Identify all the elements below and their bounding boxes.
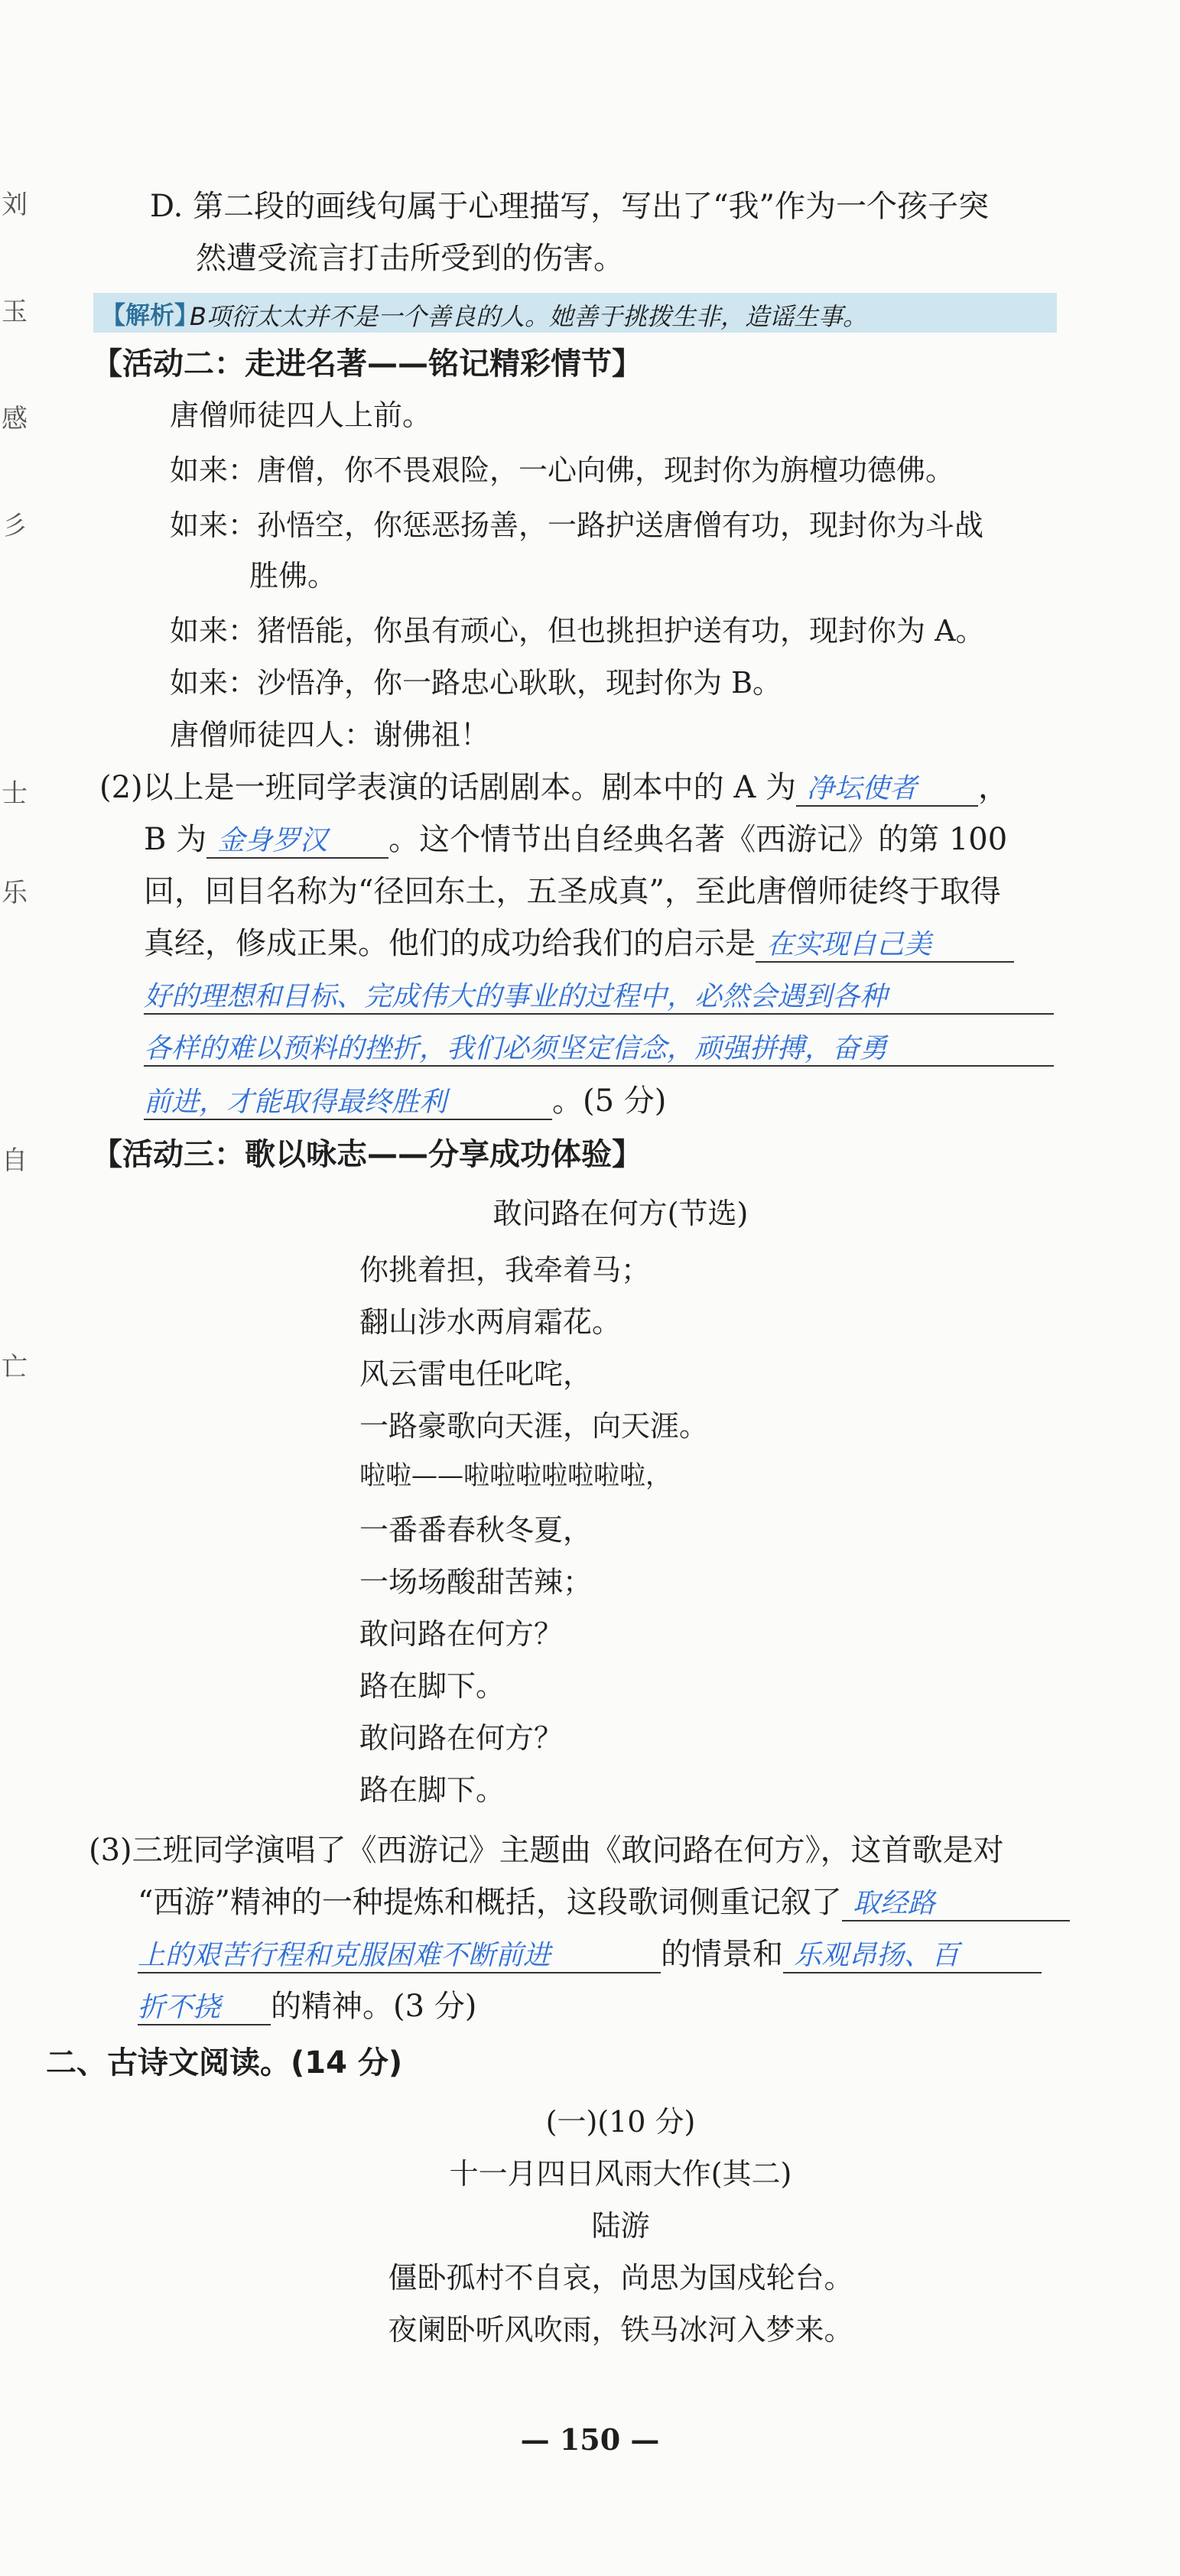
script-line: 唐僧师徒四人：谢佛祖！ xyxy=(170,718,490,752)
q3-line2: “西游”精神的一种提炼和概括，这段歌词侧重记叙了 取经路 xyxy=(138,1876,1070,1928)
poem-line: 夜阑卧听风吹雨，铁马冰河入梦来。 xyxy=(388,2313,853,2347)
margin-char: 感 xyxy=(2,404,28,434)
answer-3b: 乐观昂扬、百 xyxy=(783,1939,1042,1973)
page-number: — 150 — xyxy=(520,2422,660,2457)
script-line: 如来：猪悟能，你虽有顽心，但也挑担护送有功，现封你为 A。 xyxy=(170,614,985,648)
margin-char: 彡 xyxy=(2,511,28,541)
song-title: 敢问路在何方(节选) xyxy=(492,1197,749,1230)
answer-a: 净坛使者 xyxy=(796,772,978,807)
q2-line8: 前进，才能取得最终胜利 。(5 分) xyxy=(144,1075,666,1127)
poem-line: 僵卧孤村不自哀，尚思为国戍轮台。 xyxy=(388,2261,853,2295)
lyric-line: 一路豪歌向天涯，向天涯。 xyxy=(359,1409,709,1443)
q2-line2: B 为 金身罗汉 。这个情节出自经典名著《西游记》的第 100 xyxy=(144,814,1007,866)
answer-c: 在实现自己美 xyxy=(756,928,1014,963)
script-line: 胜佛。 xyxy=(249,559,337,593)
section2-title: 二、古诗文阅读。(14 分) xyxy=(46,2045,403,2081)
analysis-label: 【解析】 xyxy=(101,300,200,330)
lyric-line: 敢问路在何方？ xyxy=(359,1721,564,1755)
answer-b: 金身罗汉 xyxy=(206,824,388,859)
activity3-title: 【活动三：歌以咏志——分享成功体验】 xyxy=(92,1137,642,1172)
margin-char: 玉 xyxy=(2,297,28,327)
script-line: 如来：孙悟空，你惩恶扬善，一路护送唐僧有功，现封你为斗战 xyxy=(170,508,984,542)
margin-char: 士 xyxy=(2,778,28,809)
lyric-line: 一番番春秋冬夏， xyxy=(359,1513,593,1547)
option-d-line2: 然遭受流言打击所受到的伤害。 xyxy=(196,241,624,276)
poem-author: 陆游 xyxy=(591,2209,650,2243)
margin-char: 自 xyxy=(2,1145,28,1176)
q2-line1: (2)以上是一班同学表演的话剧剧本。剧本中的 A 为 净坛使者 ， xyxy=(99,762,1009,814)
activity2-title: 【活动二：走进名著——铭记精彩情节】 xyxy=(92,346,642,382)
lyric-line: 你挑着担，我牵着马； xyxy=(359,1253,651,1287)
answer-c-line3: 各样的难以预料的挫折，我们必须坚定信念，顽强拼搏，奋勇 xyxy=(144,1032,1054,1067)
section2-sub: (一)(10 分) xyxy=(545,2105,696,2139)
q3-line4: 折不挠 的精神。(3 分) xyxy=(138,1980,476,2032)
q2-line4: 真经，修成正果。他们的成功给我们的启示是 在实现自己美 xyxy=(144,918,1014,970)
q3-line1: (3)三班同学演唱了《西游记》主题曲《敢问路在何方》，这首歌是对 xyxy=(89,1833,1004,1868)
lyric-line: 路在脚下。 xyxy=(359,1773,505,1807)
lyric-line: 翻山涉水两肩霜花。 xyxy=(359,1305,622,1339)
script-line: 如来：唐僧，你不畏艰险，一心向佛，现封你为旃檀功德佛。 xyxy=(170,453,955,487)
q3-line3: 上的艰苦行程和克服困难不断前进 的情景和 乐观昂扬、百 xyxy=(138,1928,1042,1980)
answer-3a: 取经路 xyxy=(842,1887,1070,1921)
answer-3b-cont: 折不挠 xyxy=(138,1991,271,2025)
lyric-line: 风云雷电任叱咤， xyxy=(359,1357,593,1391)
lyric-line: 敢问路在何方？ xyxy=(359,1617,564,1651)
margin-char: 刘 xyxy=(2,190,28,220)
lyric-line: 啦啦——啦啦啦啦啦啦啦， xyxy=(359,1460,671,1491)
margin-char: 亡 xyxy=(2,1352,28,1382)
answer-c-end: 前进，才能取得最终胜利 xyxy=(144,1086,552,1120)
script-line: 如来：沙悟净，你一路忠心耿耿，现封你为 B。 xyxy=(170,666,782,700)
margin-char: 乐 xyxy=(2,878,28,908)
poem-title: 十一月四日风雨大作(其二) xyxy=(449,2157,792,2191)
q2-line3: 回，回目名称为“径回东土，五圣成真”，至此唐僧师徒终于取得 xyxy=(144,874,1001,909)
lyric-line: 一场场酸甜苦辣； xyxy=(359,1565,593,1599)
lyric-line: 路在脚下。 xyxy=(359,1669,505,1703)
option-d-line1: D. 第二段的画线句属于心理描写，写出了“我”作为一个孩子突 xyxy=(150,189,989,224)
answer-3a-cont: 上的艰苦行程和克服困难不断前进 xyxy=(138,1939,661,1973)
analysis-text: B项衍太太并不是一个善良的人。她善于挑拨生非，造谣生事。 xyxy=(190,302,867,331)
answer-c-line2: 好的理想和目标、完成伟大的事业的过程中，必然会遇到各种 xyxy=(144,980,1054,1015)
script-line: 唐僧师徒四人上前。 xyxy=(170,398,432,432)
